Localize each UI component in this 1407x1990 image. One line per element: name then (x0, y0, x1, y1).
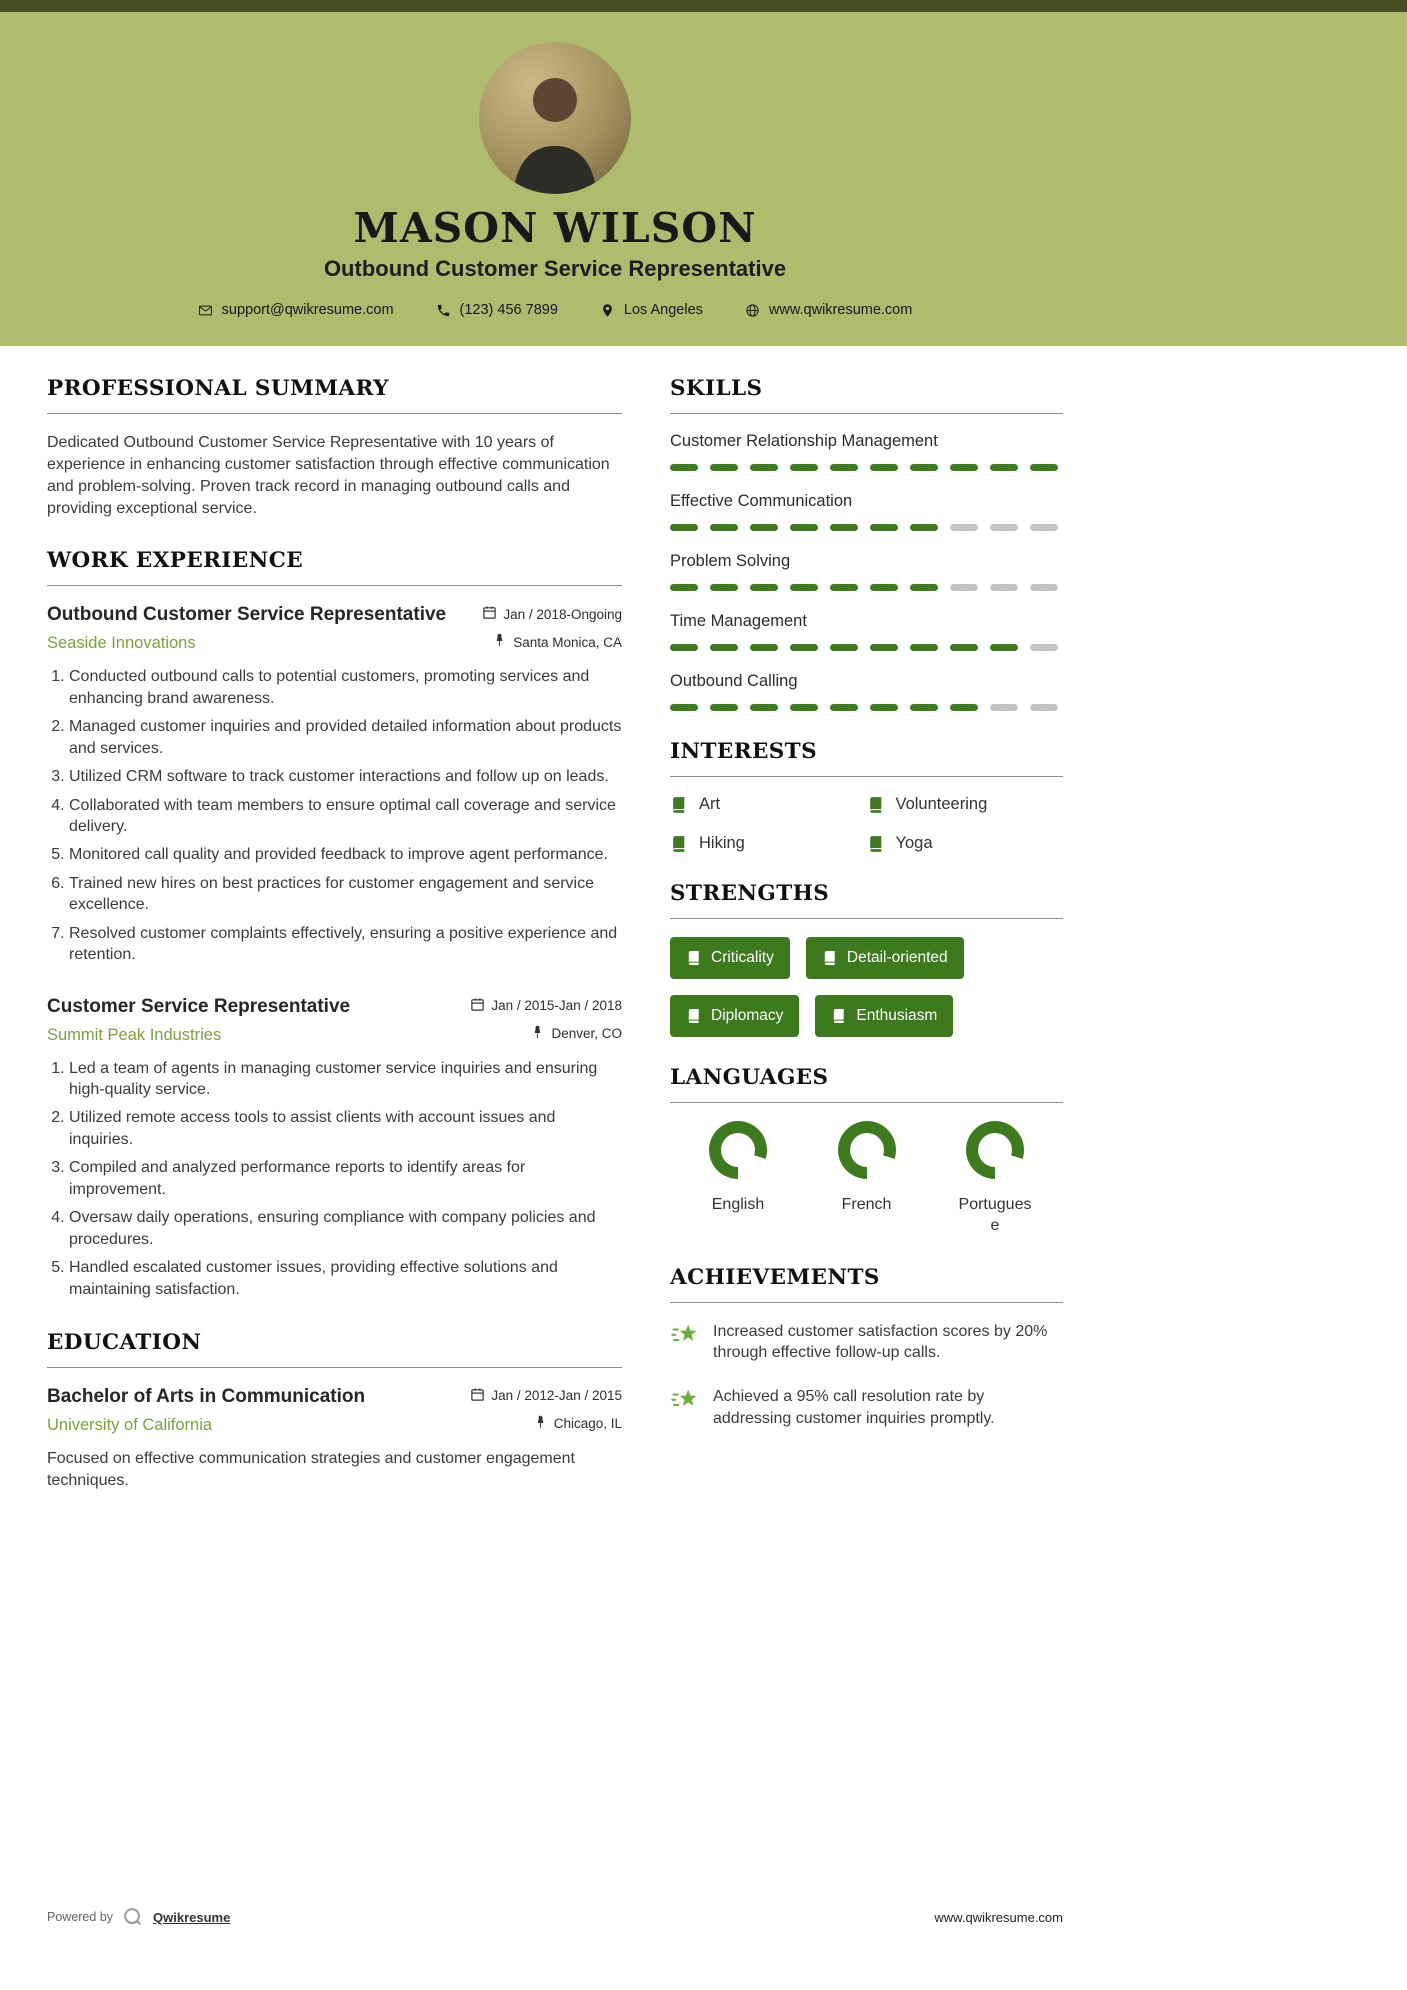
contact-email[interactable] (198, 302, 394, 318)
skill-name: Problem Solving (670, 552, 791, 570)
skill-dash (910, 704, 938, 711)
qwikresume-link[interactable]: Qwikresume (153, 1909, 231, 1925)
skill-dash (910, 644, 938, 651)
education-heading: EDUCATION (47, 1330, 622, 1368)
job-head (47, 996, 622, 1018)
section-languages (670, 1065, 1063, 1237)
calendar-icon (470, 997, 485, 1015)
section-education (47, 1330, 622, 1492)
header-content (47, 42, 1063, 318)
achievement-text: Achieved a 95% call resolution rate by addressing customer inquiries promptly. (713, 1388, 995, 1427)
skill-item (670, 492, 1063, 531)
book-icon (831, 1008, 847, 1024)
skill-dash (990, 584, 1018, 591)
achievement-text: Increased customer satisfaction scores by 20% through effective follow-up calls. (713, 1322, 1048, 1362)
job-dates-text: Jan / 2018-Ongoing (503, 606, 622, 622)
interests-heading: INTERESTS (670, 739, 1063, 777)
skill-dash (990, 644, 1018, 651)
strength-badge (806, 937, 964, 979)
left-column (47, 376, 622, 1522)
job-bullet: 6. Trained new hires on best practices for customer engagement and service excellence. (69, 873, 622, 916)
strength-badge (815, 995, 953, 1037)
skill-dash (750, 524, 778, 531)
skill-level-bar (670, 524, 1063, 531)
strength-label: Enthusiasm (856, 1007, 938, 1024)
summary-text: Dedicated Outbound Customer Service Representative with 10 years of experience in enhancing customer satisfaction through effective communication and problem-solving. Proven track record in managing outbound calls and providing exceptional service. (47, 434, 610, 518)
job-bullet: 3. Compiled and analyzed performance reports to identify areas for improvement. (69, 1157, 622, 1200)
skill-dash (1030, 464, 1058, 471)
skills-heading: SKILLS (670, 376, 1063, 414)
skill-dash (910, 584, 938, 591)
skill-level-bar (670, 464, 1063, 471)
skill-name: Effective Communication (670, 492, 853, 510)
achievements-heading: ACHIEVEMENTS (670, 1265, 1063, 1303)
skill-dash (830, 524, 858, 531)
section-strengths (670, 881, 1063, 1037)
skill-dash (1030, 524, 1058, 531)
strength-label: Detail-oriented (846, 949, 948, 966)
education-subhead (47, 1415, 622, 1435)
job-dates-text: Jan / 2015-Jan / 2018 (491, 998, 622, 1014)
skill-dash (750, 584, 778, 591)
skill-dash (830, 704, 858, 711)
section-skills (670, 376, 1063, 711)
skill-dash (710, 524, 738, 531)
job-bullet: 2. Utilized remote access tools to assist clients with account issues and inquiries. (69, 1107, 622, 1150)
contact-row (47, 302, 1063, 318)
skill-dash (830, 584, 858, 591)
skill-dash (870, 584, 898, 591)
section-work-experience (47, 548, 622, 1300)
calendar-icon (482, 605, 497, 623)
language-item (935, 1121, 1055, 1237)
pushpin-icon (533, 1415, 548, 1433)
job-dates (470, 997, 622, 1015)
footer-website: www.qwikresume.com (934, 1909, 1063, 1925)
interest-label: Volunteering (895, 795, 988, 813)
summary-heading: PROFESSIONAL SUMMARY (47, 376, 622, 414)
job-company: Seaside Innovations (47, 634, 196, 653)
interest-label: Hiking (699, 834, 745, 852)
skill-dash (950, 644, 978, 651)
globe-icon (745, 303, 760, 318)
section-achievements (670, 1265, 1063, 1430)
education-location-text: Chicago, IL (553, 1416, 622, 1432)
skill-dash (830, 644, 858, 651)
contact-website[interactable] (745, 302, 912, 318)
skill-item (670, 552, 1063, 591)
job-location-text: Denver, CO (551, 1026, 622, 1042)
job-title: Customer Service Representative (47, 995, 351, 1017)
skill-dash (790, 644, 818, 651)
contact-website-text: www.qwikresume.com (768, 302, 913, 318)
skill-dash (990, 704, 1018, 711)
skill-dash (670, 584, 698, 591)
pushpin-icon (492, 633, 507, 651)
language-label: English (711, 1196, 765, 1213)
book-icon (670, 835, 688, 853)
skill-dash (750, 464, 778, 471)
skill-dash (790, 704, 818, 711)
degree-title: Bachelor of Arts in Communication (47, 1385, 366, 1407)
job-bullet: 3. Utilized CRM software to track customer interactions and follow up on leads. (69, 766, 622, 787)
skill-dash (750, 704, 778, 711)
strength-badge (670, 937, 790, 979)
qwikresume-q-icon[interactable] (122, 1906, 144, 1928)
skill-item (670, 432, 1063, 471)
skill-dash (870, 464, 898, 471)
interest-item (670, 795, 867, 814)
book-icon (867, 796, 885, 814)
skill-dash (790, 584, 818, 591)
skill-dash (710, 704, 738, 711)
skill-dash (990, 524, 1018, 531)
skill-dash (1030, 584, 1058, 591)
interest-item (670, 834, 867, 853)
achievement-item (670, 1386, 1063, 1430)
skill-dash (670, 464, 698, 471)
contact-location (600, 302, 703, 318)
skill-dash (790, 464, 818, 471)
star-badge-icon (670, 1386, 700, 1430)
language-level-ring (709, 1121, 767, 1179)
job-dates (482, 605, 622, 623)
skill-level-bar (670, 644, 1063, 651)
language-label: Portuguese (958, 1196, 1032, 1234)
interest-item (867, 834, 1064, 853)
job-company: Summit Peak Industries (47, 1025, 222, 1044)
phone-icon (436, 303, 451, 318)
skill-level-bar (670, 584, 1063, 591)
star-badge-icon (670, 1321, 700, 1365)
strength-label: Diplomacy (711, 1007, 784, 1024)
job-bullet: 5. Monitored call quality and provided feedback to improve agent performance. (69, 844, 622, 865)
skill-dash (710, 464, 738, 471)
education-entry (47, 1386, 622, 1492)
contact-phone[interactable] (436, 302, 558, 318)
book-icon (686, 950, 702, 966)
school-name: University of California (47, 1415, 213, 1434)
avatar (479, 42, 631, 194)
job-location-text: Santa Monica, CA (513, 634, 622, 650)
skill-dash (750, 644, 778, 651)
interest-item (867, 795, 1064, 814)
page-footer (47, 1906, 1063, 1928)
skill-dash (830, 464, 858, 471)
person-job-title: Outbound Customer Service Representative (323, 256, 787, 281)
main-content (47, 346, 1063, 1522)
job-bullet: 7. Resolved customer complaints effectively, ensuring a positive experience and retention. (69, 923, 622, 966)
book-icon (686, 1008, 702, 1024)
job-entry-1 (47, 604, 622, 965)
skill-dash (1030, 704, 1058, 711)
education-dates (470, 1387, 622, 1405)
skill-name: Customer Relationship Management (670, 432, 938, 450)
skill-dash (870, 524, 898, 531)
book-icon (670, 796, 688, 814)
section-interests (670, 739, 1063, 853)
job-bullet: 1. Led a team of agents in managing customer service inquiries and ensuring high-quality service. (69, 1058, 622, 1101)
education-description: Focused on effective communication strategies and customer engagement techniques. (47, 1449, 575, 1490)
envelope-icon (198, 303, 213, 318)
skill-level-bar (670, 704, 1063, 711)
interest-label: Art (699, 795, 721, 813)
contact-phone-text: (123) 456 7899 (459, 302, 558, 318)
calendar-icon (470, 1387, 485, 1405)
job-bullet: 4. Oversaw daily operations, ensuring compliance with company policies and procedures. (69, 1207, 622, 1250)
avatar-photo (479, 42, 631, 194)
skill-dash (910, 464, 938, 471)
job-bullet-list (47, 666, 622, 965)
language-level-ring (966, 1121, 1024, 1179)
strength-badge (670, 995, 799, 1037)
skill-item (670, 672, 1063, 711)
book-icon (822, 950, 838, 966)
skill-dash (670, 524, 698, 531)
languages-row (670, 1121, 1063, 1237)
achievement-item (670, 1321, 1063, 1365)
skill-dash (790, 524, 818, 531)
language-item (678, 1121, 798, 1237)
language-label: French (841, 1196, 892, 1213)
language-item (807, 1121, 927, 1237)
skill-dash (1030, 644, 1058, 651)
contact-location-text: Los Angeles (623, 302, 703, 318)
skill-dash (950, 704, 978, 711)
skill-dash (950, 584, 978, 591)
job-subhead (47, 633, 622, 653)
job-bullet-list (47, 1058, 622, 1300)
language-level-ring (838, 1121, 896, 1179)
job-bullet: 2. Managed customer inquiries and provided detailed information about products and services. (69, 716, 622, 759)
powered-by (47, 1906, 230, 1928)
strengths-grid (670, 937, 1063, 1037)
skill-dash (950, 464, 978, 471)
skill-dash (950, 524, 978, 531)
job-bullet: 5. Handled escalated customer issues, providing effective solutions and maintaining satisfaction. (69, 1257, 622, 1300)
job-entry-2 (47, 996, 622, 1300)
education-location (533, 1415, 622, 1433)
interests-grid (670, 795, 1063, 853)
contact-email-text: support@qwikresume.com (221, 302, 394, 318)
section-professional-summary (47, 376, 622, 520)
powered-by-text: Powered by (47, 1910, 114, 1924)
job-bullet: 4. Collaborated with team members to ensure optimal call coverage and service delivery. (69, 795, 622, 838)
skill-name: Time Management (670, 612, 807, 630)
job-location (530, 1025, 622, 1043)
skill-dash (910, 524, 938, 531)
job-head (47, 604, 622, 626)
skill-dash (870, 644, 898, 651)
job-location (492, 633, 622, 651)
right-column (670, 376, 1063, 1522)
job-subhead (47, 1025, 622, 1045)
book-icon (867, 835, 885, 853)
pushpin-icon (530, 1025, 545, 1043)
header (0, 12, 1407, 346)
map-pin-icon (600, 303, 615, 318)
skill-dash (710, 584, 738, 591)
education-dates-text: Jan / 2012-Jan / 2015 (491, 1388, 622, 1404)
languages-heading: LANGUAGES (670, 1065, 1063, 1103)
skill-dash (990, 464, 1018, 471)
strengths-heading: STRENGTHS (670, 881, 1063, 919)
strength-label: Criticality (711, 949, 774, 966)
work-heading: WORK EXPERIENCE (47, 548, 622, 586)
skill-dash (670, 644, 698, 651)
education-head (47, 1386, 622, 1408)
skill-dash (710, 644, 738, 651)
skill-item (670, 612, 1063, 651)
job-bullet: 1. Conducted outbound calls to potential customers, promoting services and enhancing brand awareness. (69, 666, 622, 709)
top-strip (0, 0, 1407, 12)
person-name: MASON WILSON (353, 204, 757, 252)
skill-name: Outbound Calling (670, 672, 798, 690)
skill-dash (670, 704, 698, 711)
skill-dash (870, 704, 898, 711)
interest-label: Yoga (895, 834, 933, 852)
job-title: Outbound Customer Service Representative (47, 604, 447, 626)
